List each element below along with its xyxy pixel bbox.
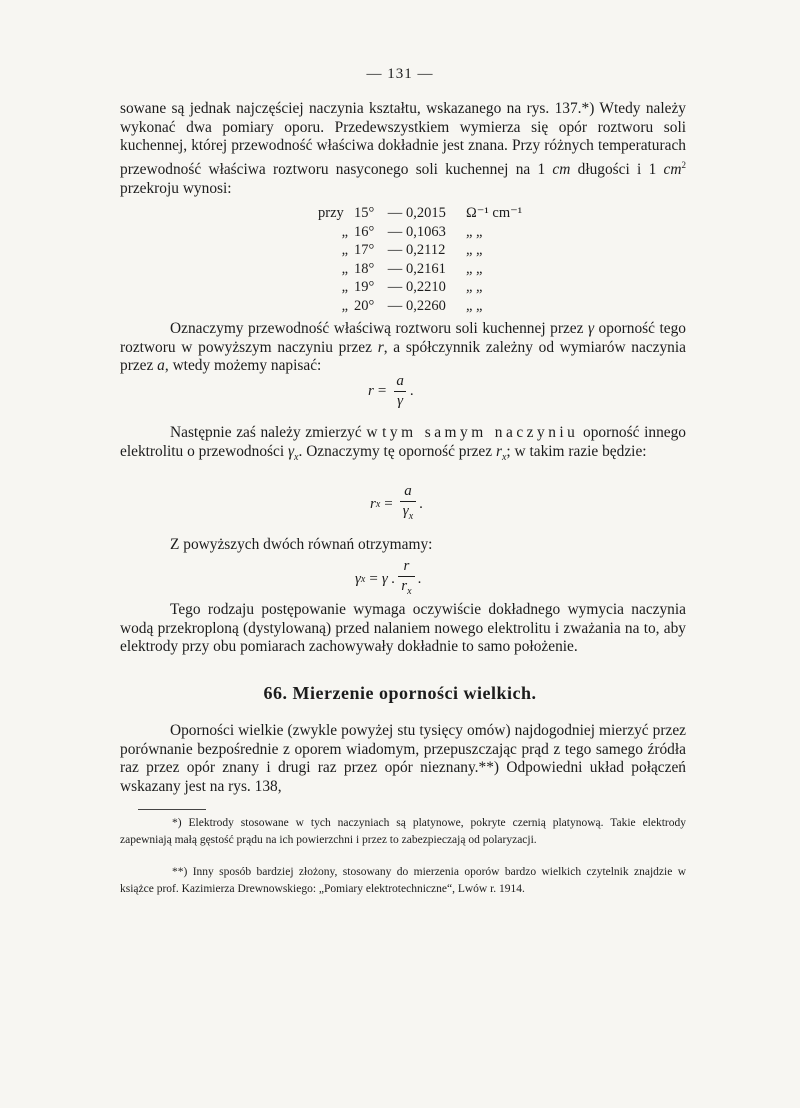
- footnote-1-text: *) Elektrody stosowane w tych naczyniach są platynowe, pokryte czernią platynową. Takie elektrody zapewniają małą gęstość prądu na ich powierzchni i przez to zabezpieczają od polaryzacji.: [120, 817, 686, 846]
- eq3-equals: =: [369, 570, 378, 587]
- symbol-r-x-sub: x: [501, 451, 507, 463]
- table-row: [318, 241, 522, 260]
- eq2-den-sub: x: [408, 511, 414, 522]
- row-unit: „ „: [466, 223, 483, 240]
- spaced-emphasis: tym samym naczyniu: [382, 424, 579, 441]
- row-temp: 18°: [354, 260, 375, 277]
- symbol-gamma: γ: [587, 320, 595, 337]
- footnote-divider: [138, 809, 206, 810]
- eq1-period: .: [409, 383, 414, 399]
- footnote-electrodes: [120, 815, 686, 848]
- equation-gamma-x: [355, 559, 421, 599]
- eq3-period: .: [417, 570, 422, 587]
- unit-cm2: cm: [663, 160, 682, 178]
- eq2-den-symbol: γ: [402, 503, 409, 519]
- intro-text-a: sowane są jednak najczęściej naczynia kształtu, wskazanego na rys. 137.*) Wtedy należy wykonać dwa pomiary oporu. Przedewszystkiem wymierza się opór roztworu soli kuchennej, której przewodność właściwa dokładnie jest znana. Przy różnych temperaturach przewodność właściwa roztworu nasyconego soli kuchennej na 1: [120, 100, 686, 178]
- eq3-fraction: [398, 559, 414, 599]
- section-heading: 66. Mierzenie oporności wielkich.: [263, 683, 537, 703]
- paragraph-procedure: [120, 601, 686, 657]
- eq1-lhs: r: [368, 383, 374, 399]
- large-resistances-text: Oporności wielkie (zwykle powyżej stu tysięcy omów) najdogodniej mierzyć przez porównanie bezpośrednie z oporem wiadomym, przepuszczając prąd z tego samego źródła raz przez opór znany i drugi raz przez opór nieznany.**) Odpowiedni układ połączeń wskazany jest na rys. 138,: [120, 722, 686, 795]
- row-dash: —: [387, 297, 403, 314]
- row-temp: 15°: [354, 205, 375, 221]
- second-text-2: oporność innego elektrolitu o przewodności: [120, 424, 686, 460]
- intro-text-b: długości i 1: [570, 160, 664, 178]
- page-number: — 131 —: [366, 66, 434, 82]
- row-unit: „ „: [466, 260, 483, 277]
- equation-r: [368, 374, 414, 409]
- symbol-gamma-x: γ: [287, 442, 295, 460]
- intro-text-c: przekroju wynosi:: [120, 179, 232, 197]
- eq2-lhs-sub: x: [375, 498, 381, 510]
- eq3-numerator: r: [403, 558, 410, 574]
- second-text-4: ; w takim razie będzie:: [506, 442, 647, 460]
- row-unit: „ „: [466, 242, 483, 259]
- paragraph-definitions: [120, 320, 686, 376]
- row-prefix: „: [341, 279, 348, 296]
- eq2-lhs: r: [370, 495, 376, 512]
- conductivity-table: [318, 204, 522, 316]
- eq1-fraction: [393, 374, 407, 409]
- eq2-numerator: a: [404, 483, 412, 499]
- symbol-r: r: [377, 338, 384, 356]
- paragraph-second-measurement: [120, 424, 686, 467]
- row-prefix: przy: [318, 205, 344, 221]
- eq3-den-symbol: r: [401, 578, 408, 594]
- second-text-1: Następnie zaś należy zmierzyć w: [170, 424, 383, 441]
- eq3-den-sub: x: [407, 586, 412, 597]
- table-row: [318, 278, 522, 297]
- eq2-period: .: [419, 495, 423, 512]
- eq1-numerator: a: [396, 373, 404, 389]
- row-prefix: „: [341, 223, 348, 240]
- row-value: 0,2112: [406, 242, 446, 259]
- row-dash: —: [387, 223, 403, 240]
- table-row: [318, 223, 522, 242]
- row-unit: „ „: [466, 279, 483, 296]
- eq3-factor: γ .: [381, 570, 396, 587]
- eq2-fraction: [400, 484, 416, 524]
- paragraph-intro: [120, 100, 686, 198]
- row-temp: 19°: [354, 279, 375, 296]
- eq3-lhs: γ: [355, 570, 361, 587]
- row-prefix: „: [341, 242, 348, 259]
- def-text-1: Oznaczymy przewodność właściwą roztworu soli kuchennej przez: [170, 320, 588, 337]
- eq1-equals: =: [377, 383, 387, 399]
- unit-cm2-exp: 2: [681, 159, 686, 170]
- footnote-2-text: **) Inny sposób bardziej złożony, stosowany do mierzenia oporów bardzo wielkich czytelnik znajdzie w książce prof. Kazimierza Drewnowskiego: „Pomiary elektrotechniczne“, Lwów r. 1914.: [120, 866, 686, 895]
- row-temp: 20°: [354, 297, 375, 314]
- equation-rx: [370, 484, 423, 524]
- combine-text: Z powyższych dwóch równań otrzymamy:: [170, 536, 433, 553]
- row-unit: Ω⁻¹ cm⁻¹: [466, 205, 523, 221]
- row-temp: 17°: [354, 242, 375, 259]
- row-unit: „ „: [466, 297, 483, 314]
- row-value: 0,2015: [406, 205, 446, 221]
- eq2-denominator: [400, 501, 416, 524]
- eq2-equals: =: [384, 495, 393, 512]
- def-text-3: , a spółczynnik zależny od wymiarów naczynia przez: [120, 338, 686, 375]
- table-row: [318, 204, 522, 223]
- eq1-denominator: γ: [394, 391, 406, 409]
- row-value: 0,2161: [406, 260, 446, 277]
- table-row: [318, 260, 522, 279]
- symbol-a: a: [157, 357, 165, 375]
- paragraph-combine: [120, 536, 686, 555]
- row-dash: —: [387, 205, 403, 221]
- row-value: 0,1063: [406, 223, 446, 240]
- row-temp: 16°: [354, 223, 375, 240]
- second-text-3: . Oznaczymy tę oporność przez: [298, 442, 496, 460]
- row-dash: —: [387, 260, 403, 277]
- paragraph-large-resistances: [120, 722, 686, 796]
- def-text-4: , wtedy możemy napisać:: [164, 357, 322, 375]
- row-dash: —: [387, 242, 403, 259]
- eq3-denominator: [398, 576, 414, 599]
- row-prefix: „: [341, 297, 348, 314]
- row-value: 0,2260: [406, 297, 446, 314]
- row-prefix: „: [341, 260, 348, 277]
- eq3-lhs-sub: x: [360, 573, 366, 585]
- symbol-gamma-x-sub: x: [294, 451, 299, 463]
- footnote-other-method: [120, 864, 686, 897]
- def-text-2: oporność tego roztworu w powyższym naczyniu przez: [120, 320, 686, 356]
- table-row: [318, 297, 522, 316]
- row-value: 0,2210: [406, 279, 446, 296]
- procedure-text: Tego rodzaju postępowanie wymaga oczywiście dokładnego wymycia naczynia wodą przekroploną (dystylowaną) przed nalaniem nowego elektrolitu i zważania na to, aby elektrody przy obu pomiarach zachowywały dokładnie to samo położenie.: [120, 601, 686, 656]
- row-dash: —: [387, 279, 403, 296]
- unit-cm: cm: [552, 160, 571, 178]
- symbol-r-x: r: [495, 442, 502, 460]
